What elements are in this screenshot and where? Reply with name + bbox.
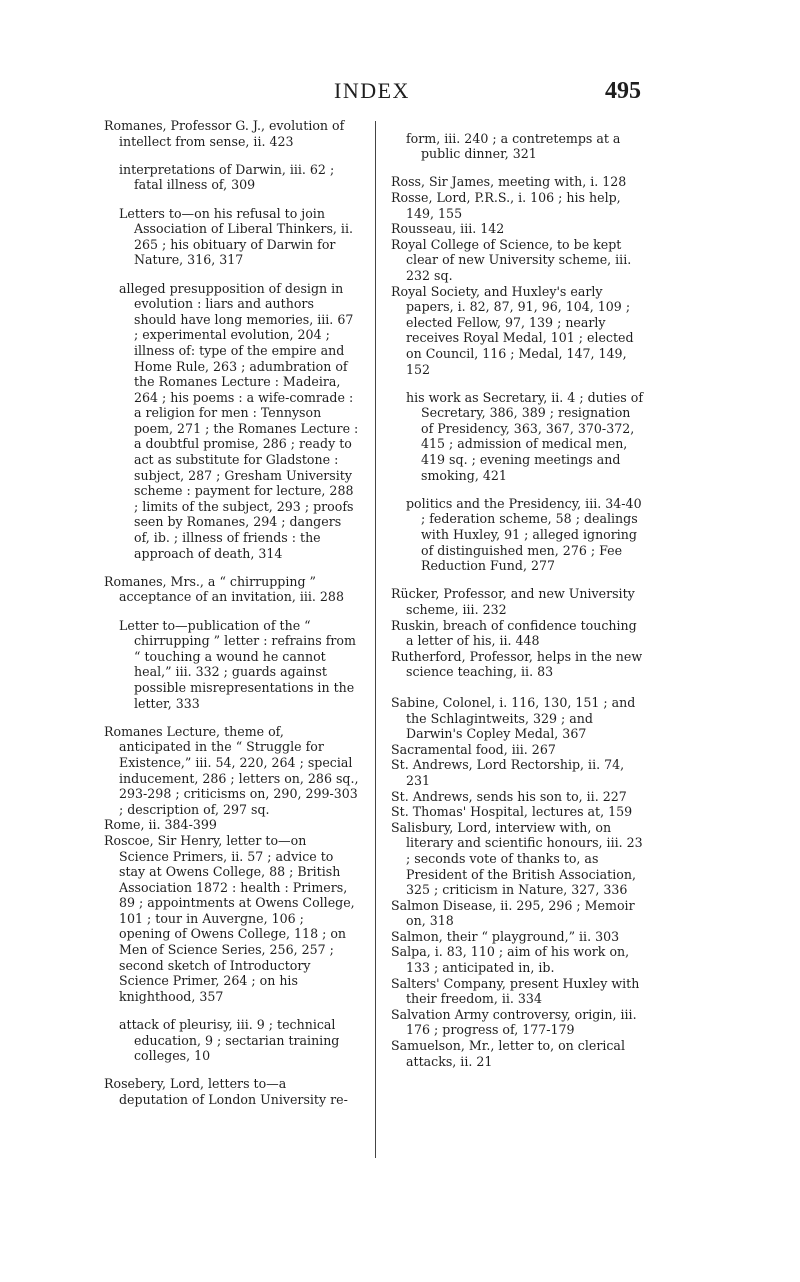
- index-subentry: attack of pleurisy, iii. 9 ; technical education, 9 ; sectarian training colleges, 10: [119, 1017, 340, 1064]
- index-entry: Romanes Lecture, theme of, anticipated in the “ Struggle for Existence,” iii. 54, 220, 264 ; special inducement, 286 ; letters on, 286 sq., 293-298 ; criticisms on, 290, 299-303 ; description of, 297 sq.: [104, 723, 359, 817]
- index-entry: Romanes, Mrs., a “ chirrupping ” acceptance of an invitation, iii. 288: [104, 573, 344, 605]
- index-subentry: politics and the Presidency, iii. 34-40 ; federation scheme, 58 ; dealings with Huxley, 91 ; alleged ignoring of distinguished men, 276 ; Fee Reduction Fund, 277: [406, 495, 642, 574]
- index-entry: Royal College of Science, to be kept clear of new University scheme, iii. 232 sq.: [391, 236, 632, 283]
- index-subentry: alleged presupposition of design in evolution : liars and authors should have long memories, iii. 67 ; experimental evolution, 204 ; illness of: type of the empire and Home Rule, 263 ; adumbration of the Romanes Lecture : Madeira, 264 ; his poems : a wife-comrade : a religion for men : Tennyson poem, 271 ; the Romanes Lecture : a doubtful promise, 286 ; ready to act as substitute for Gladstone : subject, 287 ; Gresham University scheme : payment for lecture, 288 ; limits of the subject, 293 ; proofs seen by Romanes, 294 ; dangers of, ib. ; illness of friends : the approach of death, 314: [119, 280, 359, 561]
- index-entry: St. Andrews, sends his son to, ii. 227: [391, 788, 627, 804]
- index-column-right: [391, 118, 646, 1069]
- index-entry: Salmon, their “ playground,” ii. 303: [391, 928, 620, 944]
- index-subentry: Letter to—publication of the “ chirrupping ” letter : refrains from “ touching a wound he cannot heal,” iii. 332 ; guards against possible misrepresentations in the letter, 333: [119, 617, 356, 711]
- index-entry: Rosse, Lord, P.R.S., i. 106 ; his help, 149, 155: [391, 189, 621, 221]
- column-divider: [375, 121, 376, 1158]
- index-entry: Sacramental food, iii. 267: [391, 741, 556, 757]
- index-entry: Ross, Sir James, meeting with, i. 128: [391, 174, 627, 190]
- index-entry: Rosebery, Lord, letters to—a deputation of London University re-: [104, 1076, 348, 1107]
- index-entry: Salvation Army controversy, origin, iii. 176 ; progress of, 177-179: [391, 1006, 637, 1038]
- index-subentry: interpretations of Darwin, iii. 62 ; fatal illness of, 309: [119, 161, 335, 193]
- running-header: [0, 78, 800, 108]
- header-title: INDEX: [334, 78, 410, 103]
- index-entry: Royal Society, and Huxley's early papers, i. 82, 87, 91, 96, 104, 109 ; elected Fellow, 97, 139 ; nearly receives Royal Medal, 101 ; elected on Council, 116 ; Medal, 147, 149, 152: [391, 283, 634, 377]
- index-entry: Samuelson, Mr., letter to, on clerical attacks, ii. 21: [391, 1038, 625, 1069]
- index-entry: Salisbury, Lord, interview with, on literary and scientific honours, iii. 23 ; seconds vote of thanks to, as President of the British Association, 325 ; criticism in Nature, 327, 336: [391, 819, 643, 898]
- index-entry: Rutherford, Professor, helps in the new science teaching, ii. 83: [391, 648, 643, 680]
- index-entry: Salmon Disease, ii. 295, 296 ; Memoir on, 318: [391, 897, 635, 929]
- index-column-left: [104, 118, 359, 1108]
- index-entry: Ruskin, breach of confidence touching a letter of his, ii. 448: [391, 617, 637, 649]
- index-entry: Romanes, Professor G. J., evolution of intellect from sense, ii. 423: [104, 118, 345, 149]
- index-entry: Sabine, Colonel, i. 116, 130, 151 ; and the Schlagintweits, 329 ; and Darwin's Copley Medal, 367: [391, 694, 636, 742]
- index-entry: Rücker, Professor, and new University scheme, iii. 232: [391, 586, 635, 617]
- index-entry: St. Thomas' Hospital, lectures at, 159: [391, 804, 633, 820]
- index-entry: Salters' Company, present Huxley with their freedom, ii. 334: [391, 975, 640, 1007]
- index-subentry: Letters to—on his refusal to join Association of Liberal Thinkers, ii. 265 ; his obituary of Darwin for Nature, 316, 317: [119, 205, 353, 268]
- index-subentry: form, iii. 240 ; a contretemps at a public dinner, 321: [406, 130, 621, 162]
- index-entry: Rome, ii. 384-399: [104, 817, 217, 833]
- index-subentry: his work as Secretary, ii. 4 ; duties of Secretary, 386, 389 ; resignation of Presidency, 363, 367, 370-372, 415 ; admission of medical men, 419 sq. ; evening meetings and smoking, 421: [406, 389, 643, 483]
- page-number: 495: [605, 78, 641, 104]
- index-entry: Roscoe, Sir Henry, letter to—on Science Primers, ii. 57 ; advice to stay at Owens College, 88 ; British Association 1872 : health : Primers, 89 ; appointments at Owens College, 101 ; tour in Auvergne, 106 ; opening of Owens College, 118 ; on Men of Science Series, 256, 257 ; second sketch of Introductory Science Primer, 264 ; on his knighthood, 357: [104, 832, 355, 1004]
- index-entry: St. Andrews, Lord Rectorship, ii. 74, 231: [391, 757, 625, 788]
- index-entry: Salpa, i. 83, 110 ; aim of his work on, 133 ; anticipated in, ib.: [391, 944, 630, 976]
- index-entry: Rousseau, iii. 142: [391, 221, 505, 237]
